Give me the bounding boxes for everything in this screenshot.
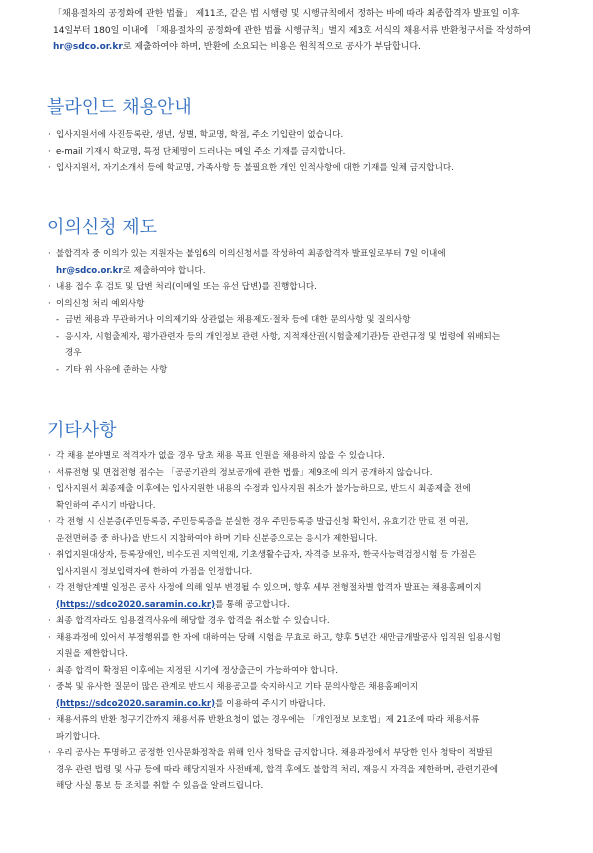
list-item-continuation: 확인하여 주시기 바랍니다.	[56, 500, 156, 511]
list-item-text: 입사지원서에 사진등록란, 생년, 성별, 학교명, 학점, 주소 기입란이 없습니다.	[56, 130, 344, 140]
bullet: ·	[48, 632, 51, 643]
bullet: ·	[48, 282, 51, 292]
sub-item-text: 기타 위 사유에 준하는 사항	[65, 364, 168, 375]
bullet: ·	[48, 682, 51, 692]
list-item	[48, 547, 573, 564]
list-item-text: 서류전형 및 면접전형 점수는 「공공기관의 정보공개에 관한 법률」제9조에 의거 공개하지 않습니다.	[56, 467, 433, 478]
list-item	[48, 144, 573, 161]
bullet: ·	[48, 616, 51, 626]
list-item-continuation	[48, 597, 573, 614]
list-item	[48, 127, 573, 144]
list-item-text: 를 통해 공고합니다.	[215, 599, 290, 610]
sub-item-text: 금번 채용과 무관하거나 이의제기와 상관없는 채용제도·절차 등에 대한 문의사항 및 질의사항	[65, 315, 411, 325]
list-item	[48, 160, 573, 177]
list-item-text: 각 전형단계별 일정은 공사 사정에 의해 일부 변경될 수 있으며, 향후 세부 전형절차별 합격자 발표는 채용홈페이지	[56, 583, 482, 593]
bullet: ·	[48, 451, 51, 461]
list-item-text: 우리 공사는 투명하고 공정한 인사문화정착을 위해 인사 청탁을 금지합니다. 채용과정에서 부당한 인사 청탁이 적발된	[56, 748, 493, 758]
intro-text: 로 제출하여야 하며, 반환에 소요되는 비용은 원칙적으로 공사가 부담합니다.	[122, 42, 421, 52]
list-item	[48, 481, 573, 498]
email-link[interactable]: hr@sdco.or.kr	[53, 42, 123, 52]
bullet: ·	[48, 484, 51, 494]
recruit-site-link[interactable]: (https://sdco2020.saramin.co.kr)	[56, 599, 216, 610]
list-item-continuation: 해당 사실 통보 등 조치를 취할 수 있음을 알려드립니다.	[56, 781, 264, 791]
list-item	[48, 663, 573, 680]
list-item-text: 채용서류의 반환 청구기간까지 채용서류 반환요청이 없는 경우에는 「개인정보 보호법」제 21조에 따라 채용서류	[56, 715, 480, 725]
appeal-list	[48, 246, 573, 378]
list-item-text: 불합격자 중 이의가 있는 지원자는 붙임6의 이의신청서를 작성하여 최종합격자 발표일로부터 7일 이내에	[56, 249, 446, 259]
list-item-continuation: 파기합니다.	[56, 731, 101, 742]
list-item-text: 각 전형 시 신분증(주민등록증, 주민등록증을 분실한 경우 주민등록증 발급신청 확인서, 유효기간 만료 전 여권,	[56, 517, 469, 527]
bullet: ·	[48, 583, 51, 593]
section-title-other: 기타사항	[47, 420, 117, 441]
intro-line: 14일부터 180일 이내에 「채용절차의 공정화에 관한 법률 시행규칙」별지 제3호 서식의 채용서류 반환청구서를 작성하여	[53, 25, 531, 36]
bullet: ·	[48, 467, 51, 478]
list-item-text: 입사지원서, 자기소개서 등에 학교명, 가족사항 등 불필요한 개인 인적사항에 대한 기재를 일체 금지합니다.	[56, 163, 454, 173]
list-item-text: e-mail 기재시 학교명, 특정 단체명이 드러나는 메일 주소 기재를 금지합니다.	[56, 146, 346, 157]
bullet: ·	[48, 748, 51, 758]
list-item	[48, 745, 573, 762]
list-item-continuation: 운전면허증 중 하나)을 반드시 지참하여야 하며 기타 신분증으로는 응시가 제한됩니다.	[56, 533, 378, 544]
section-title-appeal: 이의신청 제도	[47, 217, 158, 238]
list-item	[48, 712, 573, 729]
bullet: ·	[48, 665, 51, 676]
list-item	[48, 679, 573, 696]
other-list	[48, 448, 573, 795]
bullet: ·	[48, 163, 51, 173]
bullet: ·	[48, 715, 51, 725]
bullet: ·	[48, 146, 51, 157]
dash: -	[56, 315, 60, 325]
blind-list	[48, 127, 573, 177]
list-item-text: 이의신청 처리 예외사항	[56, 298, 145, 309]
dash: -	[56, 364, 60, 375]
list-item-text: 중복 및 유사한 질문이 많은 관계로 반드시 채용공고를 숙지하시고 기타 문의사항은 채용홈페이지	[56, 682, 419, 692]
bullet: ·	[48, 298, 51, 309]
list-item-continuation: 경우 관련 법령 및 사규 등에 따라 해당지원자 사전배제, 합격 후에도 불합격 처리, 재응시 자격을 제한하며, 관련기관에	[56, 764, 499, 775]
intro-line	[53, 39, 573, 56]
bullet: ·	[48, 550, 51, 560]
list-item	[48, 580, 573, 597]
sub-item	[48, 329, 573, 346]
list-item	[48, 465, 573, 482]
list-item-text: 취업지원대상자, 등록장애인, 비수도권 지역인재, 기초생활수급자, 자격증 보유자, 한국사능력검정시험 등 가점은	[56, 550, 477, 560]
list-item-text: 를 이용하여 주시기 바랍니다.	[215, 698, 326, 709]
intro-paragraph	[53, 6, 573, 56]
list-item	[48, 613, 573, 630]
list-item	[48, 246, 573, 263]
list-item-text: 최종 합격이 확정된 이후에는 지정된 시기에 정상출근이 가능하여야 합니다.	[56, 665, 338, 676]
list-item	[48, 448, 573, 465]
list-item	[48, 296, 573, 313]
list-item-text: 로 제출하여야 합니다.	[122, 265, 206, 276]
sub-item	[48, 312, 573, 329]
bullet: ·	[48, 517, 51, 527]
list-item-continuation: 입사지원시 정보입력자에 한하여 가점을 인정합니다.	[56, 566, 253, 577]
list-item-continuation	[48, 696, 573, 713]
sub-item-text: 응시자, 시험출제자, 평가관련자 등의 개인정보 관련 사항, 지적재산권(시험출제기관)등 관련규정 및 법령에 위배되는	[65, 331, 501, 342]
list-item-text: 내용 접수 후 검토 및 답변 처리(이메일 또는 유선 답변)를 진행합니다.	[56, 282, 317, 292]
list-item	[48, 514, 573, 531]
dash: -	[56, 331, 60, 342]
intro-line: 「채용절차의 공정화에 관한 법률」 제11조, 같은 법 시행령 및 시행규칙에서 정하는 바에 따라 최종합격자 발표일 이후	[53, 9, 520, 19]
list-item-continuation	[48, 263, 573, 280]
list-item	[48, 279, 573, 296]
list-item-text: 채용과정에 있어서 부정행위를 한 자에 대하여는 당해 시험을 무효로 하고, 향후 5년간 새만금개발공사 임직원 임용시험	[56, 632, 501, 643]
list-item-text: 입사지원서 최종제출 이후에는 입사지원한 내용의 수정과 입사지원 취소가 불가능하므로, 반드시 최종제출 전에	[56, 484, 471, 494]
sub-item-continuation: 경우	[65, 348, 82, 358]
bullet: ·	[48, 130, 51, 140]
recruit-site-link[interactable]: (https://sdco2020.saramin.co.kr)	[56, 698, 216, 709]
list-item-text: 최종 합격자라도 임용결격사유에 해당할 경우 합격을 취소할 수 있습니다.	[56, 616, 330, 626]
sub-item	[48, 362, 573, 379]
list-item	[48, 630, 573, 647]
list-item-text: 각 채용 분야별로 적격자가 없을 경우 당초 채용 목표 인원을 채용하지 않을 수 있습니다.	[56, 451, 385, 461]
list-item-continuation: 지원을 제한합니다.	[56, 649, 128, 659]
section-title-blind: 블라인드 채용안내	[47, 97, 192, 118]
bullet: ·	[48, 249, 51, 259]
email-link[interactable]: hr@sdco.or.kr	[56, 265, 123, 276]
